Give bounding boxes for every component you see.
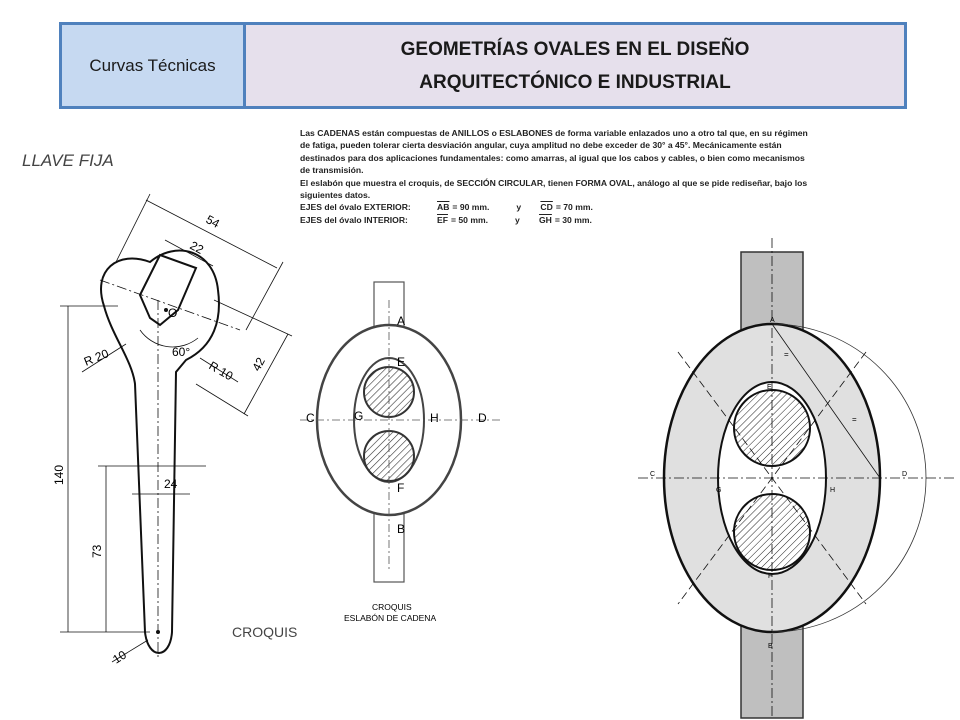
chain-link-sketch — [300, 270, 520, 630]
sketch-caption-1: CROQUIS — [372, 602, 412, 612]
and-1: y — [516, 202, 522, 213]
label-g: G — [716, 487, 722, 494]
sketch-label-e: E — [397, 355, 406, 369]
dim-r10: R 10 — [206, 358, 236, 384]
value-cd: = 70 mm. — [555, 202, 593, 213]
segment-cd: $\overline{CD}$ — [540, 202, 553, 213]
oval-construction — [630, 232, 960, 720]
equal-mark-1: = — [784, 350, 789, 359]
sketch-label-f: F — [397, 481, 405, 495]
exterior-label: EJES del óvalo EXTERIOR: — [300, 202, 411, 213]
dim-42: 42 — [249, 355, 268, 374]
dim-54-ext1 — [116, 194, 150, 262]
wrench-title: LLAVE FIJA — [22, 151, 114, 170]
equal-mark-2: = — [852, 415, 857, 424]
dim-42-ext1 — [214, 300, 292, 336]
label-h: H — [830, 487, 836, 494]
label-b: B — [768, 643, 773, 650]
dim-140: 140 — [52, 464, 66, 485]
paragraph-chains: Las CADENAS están compuestas de ANILLOS o ESLABONES de forma variable enlazados uno a otro tal que, en su régimen de fatiga, pueden tolerar cierta desviación angular, cuya amplitud no debe exceder de 30° a 45°. Mecánicamente están destinados para dos aplicaciones fundamentales: como amarras, al igual que los cabos y cables, o bien como mecanismos de transmisión. — [300, 128, 808, 176]
interior-label: EJES del óvalo INTERIOR: — [300, 214, 408, 225]
title-line-1: GEOMETRÍAS OVALES EN EL DISEÑO — [400, 38, 750, 60]
value-ef: = 50 mm. — [450, 214, 489, 225]
dim-24: 24 — [164, 477, 178, 491]
label-c: C — [650, 471, 656, 478]
dim-60: 60° — [172, 345, 191, 359]
topic-label: Curvas Técnicas — [62, 25, 246, 106]
and-2: y — [514, 214, 520, 225]
value-gh: = 30 mm. — [554, 214, 592, 225]
tip-center — [156, 630, 160, 634]
sketch-label-g: G — [354, 409, 364, 423]
dim-54-ext2 — [246, 262, 283, 330]
sketch-label-d: D — [478, 411, 487, 425]
dim-10: 10 — [110, 647, 129, 667]
center-o-label: O — [168, 306, 178, 320]
sketch-label-h: H — [430, 411, 439, 425]
paragraph-link: El eslabón que muestra el croquis, de SECCIÓN CIRCULAR, tienen FORMA OVAL, análogo al que se pide rediseñar, bajo los siguientes datos. — [300, 177, 808, 201]
sketch-label-b: B — [397, 522, 406, 536]
wrench-caption: CROQUIS — [232, 624, 298, 640]
segment-gh: $\overline{GH}$ — [538, 214, 552, 225]
dim-73: 73 — [90, 544, 104, 558]
label-a: A — [770, 317, 775, 324]
dim-r20: R 20 — [81, 346, 111, 369]
sketch-label-a: A — [397, 314, 406, 328]
sketch-caption-2: ESLABÓN DE CADENA — [344, 613, 437, 623]
dim-42-line — [244, 334, 288, 414]
segment-ef: $\overline{EF}$ — [437, 214, 448, 225]
title-line-2: ARQUITECTÓNICO E INDUSTRIAL — [419, 71, 731, 93]
label-f: F — [768, 573, 773, 580]
segment-ab: $\overline{AB}$ — [437, 202, 450, 213]
label-e: E — [767, 384, 772, 391]
dim-22: 22 — [187, 238, 206, 257]
label-d: D — [902, 471, 908, 478]
value-ab: = 90 mm. — [452, 202, 490, 213]
dim-54: 54 — [203, 212, 222, 231]
sketch-label-c: C — [306, 411, 315, 425]
dim-42-ext2 — [196, 384, 248, 416]
